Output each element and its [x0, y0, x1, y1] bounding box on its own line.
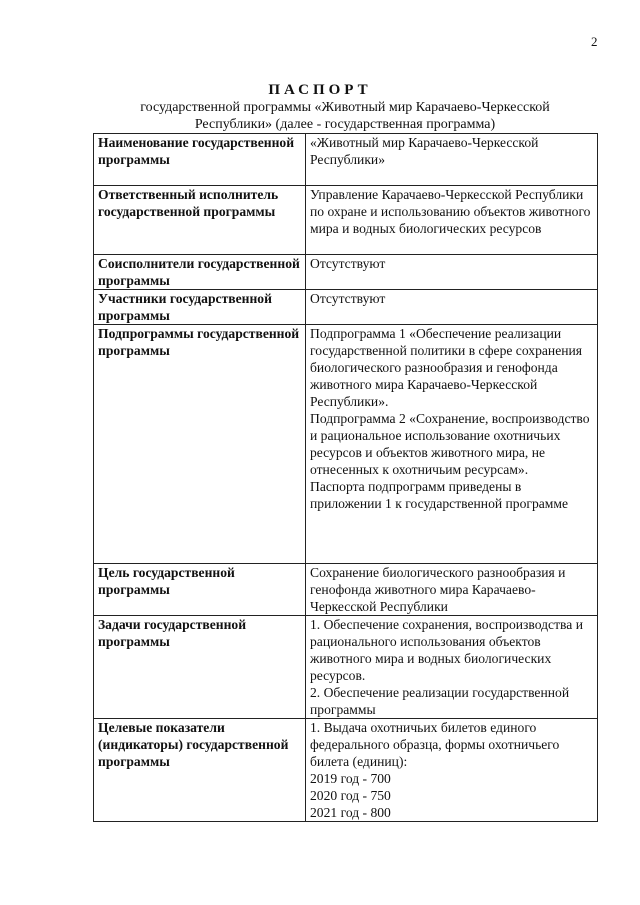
- value-line: 2021 год - 800: [310, 805, 391, 820]
- table-row-coexecutors: [94, 255, 598, 290]
- table-row-name: [94, 134, 598, 186]
- value-line: Отсутствуют: [310, 256, 386, 271]
- row-value: [306, 564, 598, 616]
- value-line: 2020 год - 750: [310, 788, 391, 803]
- table-row-goal: [94, 564, 598, 616]
- row-label: Участники государственной программы: [94, 290, 306, 325]
- value-line: Подпрограмма 1 «Обеспечение реализации государственной политики в сфере сохранения биологического разнообразия и генофонда животного мира Карачаево-Черкесской Республики».: [310, 326, 583, 409]
- value-line: 1. Выдача охотничьих билетов единого федерального образца, формы охотничьего билета (единиц):: [310, 720, 560, 769]
- row-label: Целевые показатели (индикаторы) государственной программы: [94, 719, 306, 822]
- table-row-indicators: [94, 719, 598, 822]
- value-line: Сохранение биологического разнообразия и генофонда животного мира Карачаево-Черкесской Республики: [310, 565, 566, 614]
- value-line: Управление Карачаево-Черкесской Республики по охране и использованию объектов животного мира и водных биологических ресурсов: [310, 187, 591, 236]
- row-label: Подпрограммы государственной программы: [94, 325, 306, 564]
- value-line: Подпрограмма 2 «Сохранение, воспроизводство и рациональное использование охотничьих ресурсов и объектов животного мира, не отнесенных к охотничьим ресурсам».: [310, 411, 590, 477]
- document-title: ПАСПОРТ: [268, 82, 372, 98]
- value-line: 1. Обеспечение сохранения, воспроизводства и рационального использования объектов животного мира и водных биологических ресурсов.: [310, 617, 583, 683]
- row-label: Соисполнители государственной программы: [94, 255, 306, 290]
- row-label: Цель государственной программы: [94, 564, 306, 616]
- table-row-executor: [94, 186, 598, 255]
- row-value: [306, 616, 598, 719]
- table-row-subprograms: [94, 325, 598, 564]
- row-value: [306, 255, 598, 290]
- table-row-participants: [94, 290, 598, 325]
- value-line: Отсутствуют: [310, 291, 386, 306]
- table-row-tasks: [94, 616, 598, 719]
- value-line: Паспорта подпрограмм приведены в приложении 1 к государственной программе: [310, 479, 569, 511]
- value-line: 2019 год - 700: [310, 771, 391, 786]
- row-value: [306, 719, 598, 822]
- page-number: 2: [591, 34, 598, 49]
- row-value: [306, 325, 598, 564]
- row-value: [306, 290, 598, 325]
- value-line: «Животный мир Карачаево-Черкесской Республики»: [310, 135, 539, 167]
- row-label: Ответственный исполнитель государственной программы: [94, 186, 306, 255]
- row-label: Наименование государственной программы: [94, 134, 306, 186]
- row-label: Задачи государственной программы: [94, 616, 306, 719]
- row-value: [306, 186, 598, 255]
- passport-table: [93, 133, 598, 822]
- row-value: [306, 134, 598, 186]
- document-subtitle: государственной программы «Животный мир Карачаево-Черкесской Республики» (далее - государственная программа): [140, 100, 550, 132]
- value-line: 2. Обеспечение реализации государственной программы: [310, 685, 570, 717]
